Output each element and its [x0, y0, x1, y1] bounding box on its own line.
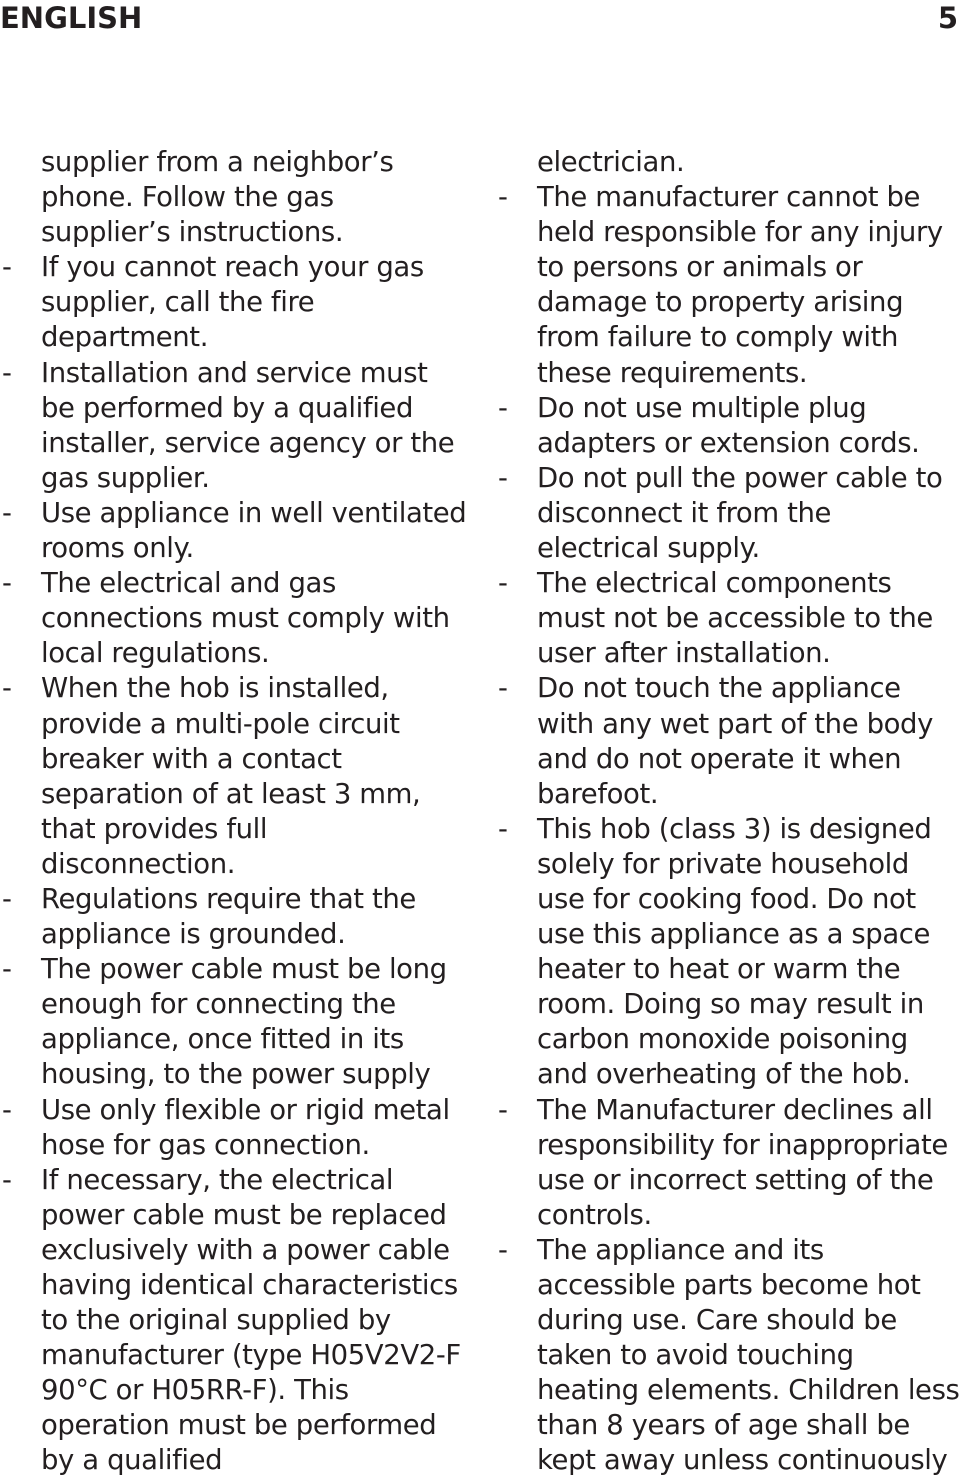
- list-item: [498, 812, 960, 1093]
- right-column: [498, 145, 960, 1479]
- list-item: [498, 1093, 960, 1233]
- list-item-text: Installation and service must be performed by a qualified installer, service agency or the gas supplier.: [41, 356, 455, 494]
- list-item: [498, 1233, 960, 1479]
- dash-bullet: -: [498, 181, 508, 214]
- list-item-text: If necessary, the electrical power cable must be replaced exclusively with a power cable having identical characteristics to the original supplied by manufacturer (type H05V2V2-F 90°C or H05RR-F). This operation must be performed by a qualified: [41, 1163, 461, 1477]
- dash-bullet: -: [498, 1093, 508, 1126]
- list-item-text: The power cable must be long enough for connecting the appliance, once fitted in its housing, to the power supply: [41, 953, 447, 1091]
- dash-bullet: -: [2, 496, 12, 529]
- list-item-text: When the hob is installed, provide a multi-pole circuit breaker with a contact separation of at least 3 mm, that provides full disconnection.: [41, 672, 421, 880]
- dash-bullet: -: [2, 567, 12, 600]
- list-item: [2, 1163, 468, 1479]
- continuation-paragraph: [2, 145, 468, 250]
- dash-bullet: -: [2, 672, 12, 705]
- list-item: [498, 461, 960, 566]
- dash-bullet: -: [2, 953, 12, 986]
- list-item: [2, 952, 468, 1092]
- list-item-text: The manufacturer cannot be held responsible for any injury to persons or animals or damage to property arising from failure to comply with these requirements.: [537, 181, 943, 389]
- paragraph-text: electrician.: [537, 146, 685, 178]
- list-item: [2, 250, 468, 355]
- list-item-text: The appliance and its accessible parts become hot during use. Care should be taken to avoid touching heating elements. Children less than 8 years of age shall be kept away unless continuously: [537, 1233, 960, 1477]
- dash-bullet: -: [2, 882, 12, 915]
- list-item-text: Do not touch the appliance with any wet part of the body and do not operate it when barefoot.: [537, 672, 933, 810]
- list-item: [2, 671, 468, 882]
- list-item-text: This hob (class 3) is designed solely for private household use for cooking food. Do not use this appliance as a space heater to heat or warm the room. Doing so may result in carbon monoxide poisoning and overheating of the hob.: [537, 812, 932, 1091]
- dash-bullet: -: [498, 1233, 508, 1266]
- list-item: [2, 566, 468, 671]
- dash-bullet: -: [2, 356, 12, 389]
- dash-bullet: -: [2, 1093, 12, 1126]
- paragraph-text: supplier from a neighbor’s phone. Follow the gas supplier’s instructions.: [41, 146, 394, 249]
- list-item: [2, 882, 468, 952]
- dash-bullet: -: [2, 251, 12, 284]
- list-item-text: Do not use multiple plug adapters or extension cords.: [537, 391, 920, 459]
- list-item: [498, 391, 960, 461]
- list-item-text: Use only flexible or rigid metal hose for gas connection.: [41, 1093, 450, 1161]
- page-header: [0, 0, 960, 36]
- list-item: [2, 356, 468, 496]
- list-item: [2, 496, 468, 566]
- list-item: [498, 671, 960, 811]
- list-item-text: The Manufacturer declines all responsibility for inappropriate use or incorrect setting of the controls.: [537, 1093, 948, 1231]
- list-item-text: The electrical components must not be accessible to the user after installation.: [537, 567, 933, 670]
- page-title: ENGLISH: [0, 1, 143, 35]
- list-item-text: If you cannot reach your gas supplier, call the fire department.: [41, 251, 424, 354]
- list-item-text: Regulations require that the appliance is grounded.: [41, 882, 416, 951]
- dash-bullet: -: [498, 812, 508, 845]
- dash-bullet: -: [498, 391, 508, 424]
- page-number: 5: [937, 1, 958, 35]
- list-item: [2, 1093, 468, 1163]
- list-item-text: The electrical and gas connections must comply with local regulations.: [41, 567, 450, 670]
- list-item-text: Do not pull the power cable to disconnect it from the electrical supply.: [537, 461, 943, 565]
- dash-bullet: -: [498, 567, 508, 600]
- list-item-text: Use appliance in well ventilated rooms only.: [41, 496, 467, 565]
- left-column: [2, 145, 468, 1479]
- dash-bullet: -: [498, 672, 508, 705]
- dash-bullet: -: [498, 461, 508, 494]
- dash-bullet: -: [2, 1163, 12, 1196]
- list-item: [498, 180, 960, 391]
- continuation-paragraph: [498, 145, 960, 180]
- list-item: [498, 566, 960, 671]
